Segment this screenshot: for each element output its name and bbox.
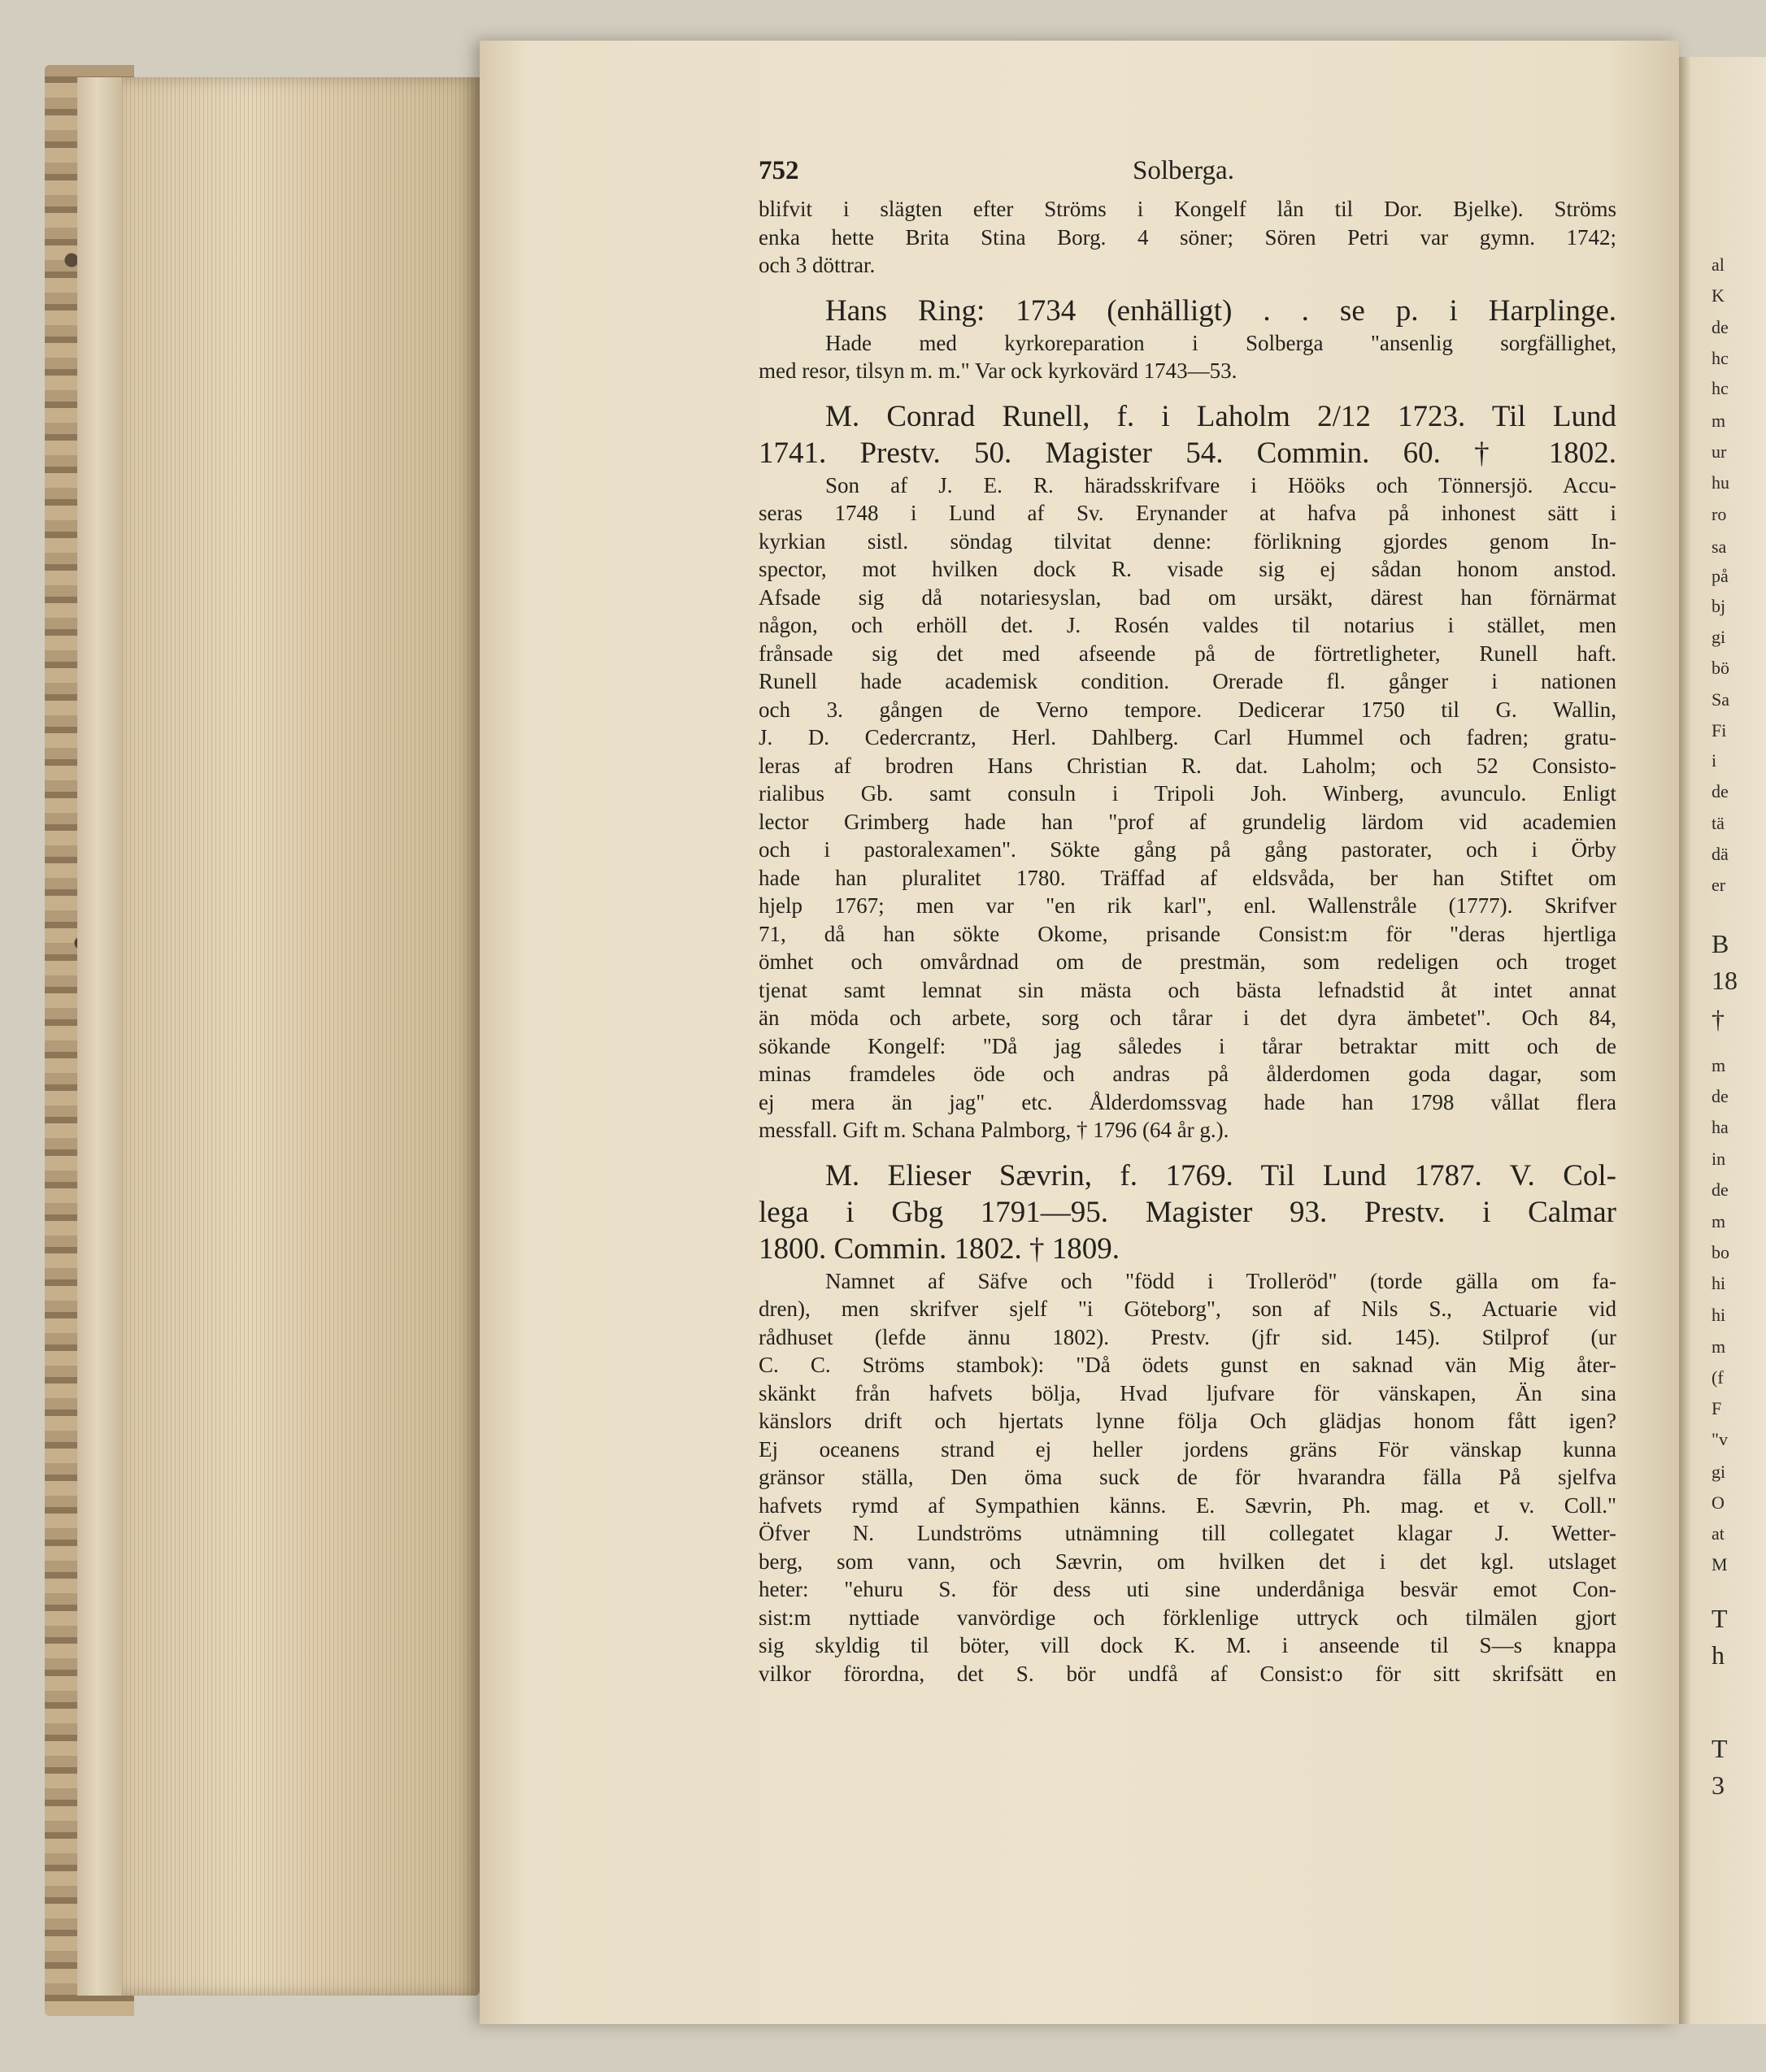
text-line: berg, som vann, och Sævrin, om hvilken det i det kgl. utslaget (759, 1549, 1616, 1574)
text-line: dren), men skrifver sjelf "i Göteborg", son af Nils S., Actuarie vid (759, 1297, 1616, 1321)
page-number: 752 (759, 156, 799, 185)
text-line: 1741. Prestv. 50. Magister 54. Commin. 60. † 1802. (759, 436, 1616, 470)
facing-page-text: m (1712, 410, 1726, 431)
facing-page-text: in (1712, 1149, 1726, 1169)
facing-page-text: m (1712, 1336, 1726, 1357)
text-line: 1800. Commin. 1802. † 1809. (759, 1231, 1120, 1266)
page-edges-stack (122, 77, 480, 1996)
facing-page-text: hc (1712, 348, 1729, 368)
facing-page-text: bo (1712, 1242, 1729, 1262)
facing-page-text: Fi (1712, 720, 1727, 741)
text-line: leras af brodren Hans Christian R. dat. Laholm; och 52 Consisto- (759, 753, 1616, 778)
text-line: Runell hade academisk condition. Orerade fl. gånger i nationen (759, 669, 1616, 693)
facing-page-text: al (1712, 254, 1725, 275)
text-line: messfall. Gift m. Schana Palmborg, † 1796 (64 år g.). (759, 1118, 1229, 1142)
text-line: hade han pluralitet 1780. Träffad af eldsvåda, ber han Stiftet om (759, 865, 1616, 890)
text-line: rådhuset (lefde ännu 1802). Prestv. (jfr sid. 145). Stilprof (ur (759, 1324, 1616, 1349)
text-line: kyrkian sistl. söndag tilvitat denne: förlikning gjordes genom In- (759, 528, 1616, 554)
facing-page-text: B (1712, 929, 1729, 958)
text-lines (759, 195, 1616, 1688)
text-line: hafvets rymd af Sympathien känns. E. Sævrin, Ph. mag. et v. Coll." (759, 1492, 1616, 1518)
facing-page-text: de (1712, 317, 1729, 337)
facing-page-text: de (1712, 781, 1729, 801)
text-line: seras 1748 i Lund af Sv. Erynander at hafva på inhonest sätt i (759, 501, 1616, 525)
facing-page-text: (f (1712, 1367, 1724, 1388)
facing-page-text: hu (1712, 472, 1729, 493)
text-line: Hade med kyrkoreparation i Solberga "ansenlig sorgfällighet, (825, 330, 1616, 355)
facing-page-text: tä (1712, 813, 1725, 833)
facing-page-text: Sa (1712, 689, 1729, 710)
facing-page-text: ha (1712, 1117, 1729, 1137)
text-line: J. D. Cedercrantz, Herl. Dahlberg. Carl Hummel och fadren; gratu- (759, 725, 1616, 749)
text-line: Hans Ring: 1734 (enhälligt) . . se p. i Harplinge. (825, 293, 1616, 328)
facing-page-text: bö (1712, 658, 1729, 678)
text-line: vilkor förordna, det S. bör undfå af Consist:o för sitt skrifsätt en (759, 1661, 1616, 1686)
text-line: ej mera än jag" etc. Ålderdomssvag hade han 1798 vållat flera (759, 1089, 1616, 1114)
text-line: Ej oceanens strand ej heller jordens gräns För vänskap kunna (759, 1436, 1616, 1462)
text-line: C. C. Ströms stambok): "Då ödets gunst en saknad vän Mig åter- (759, 1353, 1616, 1377)
text-line: hjelp 1767; men var "en rik karl", enl. Wallenstråle (1777). Skrifver (759, 893, 1616, 918)
facing-page-text: de (1712, 1086, 1729, 1106)
text-line: Namnet af Säfve och "född i Trolleröd" (torde gälla om fa- (825, 1268, 1616, 1293)
text-line: gränsor ställa, Den öma suck de för hvarandra fälla På sjelfva (759, 1465, 1616, 1489)
facing-page-text: m (1712, 1211, 1726, 1231)
text-line: enka hette Brita Stina Borg. 4 söner; Sören Petri var gymn. 1742; (759, 224, 1616, 250)
facing-page-text: gi (1712, 1462, 1726, 1482)
text-line: tjenat samt lemnat sin mästa och bästa lefnadstid åt intet annat (759, 977, 1616, 1002)
text-line: Öfver N. Lundströms utnämning till collegatet klagar J. Wetter- (759, 1521, 1616, 1545)
facing-page-text: "v (1712, 1429, 1728, 1449)
text-line: sökande Kongelf: "Då jag således i tårar betraktar mitt och de (759, 1033, 1616, 1058)
facing-page-fragment (1679, 57, 1766, 2024)
text-line: Afsade sig då notariesyslan, bad om ursäkt, därest han förnärmat (759, 584, 1616, 610)
facing-page-text: 18 (1712, 966, 1738, 995)
text-line: och i pastoralexamen". Sökte gång på gång pastorater, och i Örby (759, 837, 1616, 862)
facing-page-text: bj (1712, 596, 1726, 616)
text-line: sig skyldig til böter, vill dock K. M. i anseende til S—s knappa (759, 1633, 1616, 1657)
text-line: heter: "ehuru S. för dess uti sine underdåniga besvär emot Con- (759, 1577, 1616, 1601)
facing-page-text: m (1712, 1055, 1726, 1075)
text-line: lega i Gbg 1791—95. Magister 93. Prestv. i Calmar (759, 1195, 1616, 1229)
facing-page-text: i (1712, 750, 1717, 771)
facing-page-text: de (1712, 1179, 1729, 1200)
text-line: ömhet och omvårdnad om de prestmän, som redeligen och troget (759, 949, 1616, 974)
text-line: blifvit i slägten efter Ströms i Kongelf lån til Dor. Bjelke). Ströms (759, 197, 1616, 221)
text-line: lector Grimberg hade han "prof af grundelig lärdom vid academien (759, 809, 1616, 834)
cover-edge (77, 77, 126, 1996)
text-line: Son af J. E. R. häradsskrifvare i Hööks och Tönnersjö. Accu- (825, 472, 1616, 497)
text-line: och 3 döttrar. (759, 253, 876, 277)
text-line: känslors drift och hjertats lynne följa Och glädjas honom fått igen? (759, 1409, 1616, 1433)
text-line: med resor, tilsyn m. m." Var ock kyrkovärd 1743—53. (759, 358, 1238, 383)
text-line: någon, och erhöll det. J. Rosén valdes til notarius i stället, men (759, 613, 1616, 637)
text-line: M. Conrad Runell, f. i Laholm 2/12 1723. Til Lund (825, 399, 1616, 433)
facing-page-text: at (1712, 1523, 1725, 1544)
page-header (759, 146, 1616, 195)
facing-page-text: gi (1712, 627, 1726, 647)
text-line: 71, då han sökte Okome, prisande Consist:m för "deras hjertliga (759, 921, 1616, 946)
text-line: än möda och arbete, sorg och tårar i det dyra ämbetet". Och 84, (759, 1006, 1616, 1030)
facing-page-text: ro (1712, 504, 1727, 524)
facing-page-text: hi (1712, 1273, 1726, 1293)
facing-page-text: sa (1712, 536, 1727, 557)
text-line: frånsade sig det med afseende på de förtretligheter, Runell haft. (759, 641, 1616, 666)
text-line: minas framdeles öde och andras på ålderdomen goda dagar, som (759, 1062, 1616, 1086)
facing-page-text: ur (1712, 441, 1727, 462)
text-line: och 3. gången de Verno tempore. Dedicerar 1750 til G. Wallin, (759, 697, 1616, 722)
facing-page-text: K (1712, 285, 1725, 306)
text-line: spector, mot hvilken dock R. visade sig ej sådan honom anstod. (759, 557, 1616, 581)
facing-page-text: T (1712, 1604, 1728, 1633)
facing-page-text: T (1712, 1734, 1728, 1763)
facing-page-text: dä (1712, 844, 1729, 864)
facing-page-text: F (1712, 1398, 1722, 1418)
facing-page-text: hi (1712, 1305, 1726, 1325)
facing-page-text: h (1712, 1640, 1725, 1670)
facing-page-text: O (1712, 1492, 1725, 1513)
running-head: Solberga. (1133, 156, 1234, 185)
page-text (759, 146, 1616, 1688)
text-line: rialibus Gb. samt consuln i Tripoli Joh. Winberg, avunculo. Enligt (759, 781, 1616, 806)
facing-page-text: M (1712, 1554, 1728, 1575)
text-line: sist:m nyttiade vanvördige och förklenlige uttryck och tilmälen gjort (759, 1605, 1616, 1630)
facing-page-text: hc (1712, 378, 1729, 398)
facing-page-text: er (1712, 875, 1726, 895)
text-line: skänkt från hafvets bölja, Hvad ljufvare för vänskapen, Än sina (759, 1380, 1616, 1405)
text-line: M. Elieser Sævrin, f. 1769. Til Lund 1787. V. Col- (825, 1158, 1616, 1192)
facing-page-text: på (1712, 566, 1729, 586)
facing-page-text: 3 (1712, 1770, 1725, 1800)
facing-page-text: † (1712, 1005, 1725, 1034)
